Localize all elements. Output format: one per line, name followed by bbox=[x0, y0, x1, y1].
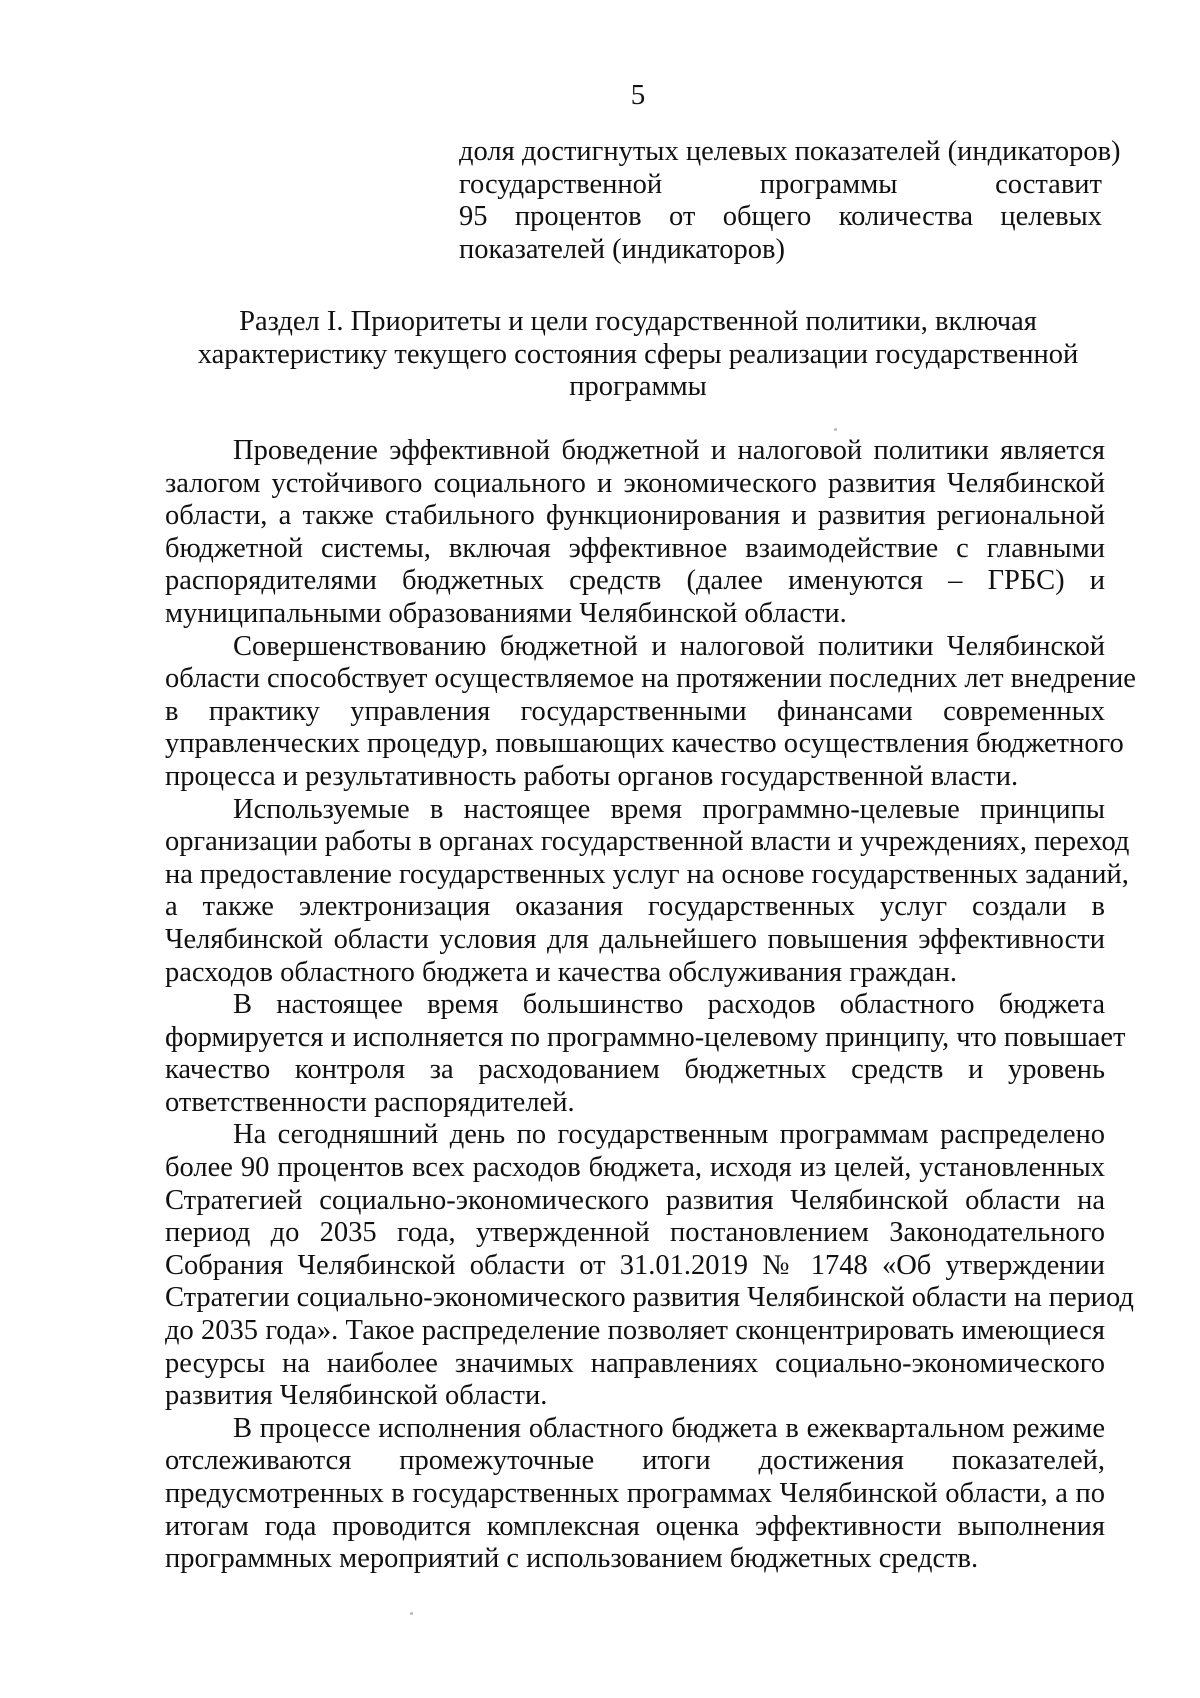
paragraph-quarterly-monitoring bbox=[165, 1413, 1105, 1576]
section-heading-line: программы bbox=[569, 371, 707, 403]
paragraph-line: расходов областного бюджета и качества обслуживания граждан. bbox=[165, 956, 958, 988]
paragraph-line: процесса и результативность работы органов государственной власти. bbox=[165, 760, 1019, 792]
section-heading-line: характеристику текущего состояния сферы реализации государственной bbox=[197, 338, 1079, 370]
target-indicator-line: доля достигнутых целевых показателей (индикаторов) bbox=[459, 136, 1121, 167]
section-heading bbox=[150, 306, 1126, 404]
target-indicator-text bbox=[459, 136, 1121, 266]
paragraph-budget-policy bbox=[165, 435, 1105, 631]
paragraph-line: области способствует осуществляемое на протяжении последних лет внедрение bbox=[165, 663, 1136, 695]
word: от bbox=[668, 201, 696, 233]
paragraph-line: итогам года проводится комплексная оценка эффективности выполнения bbox=[165, 1510, 1105, 1542]
paragraph-line: Проведение эффективной бюджетной и налоговой политики является bbox=[233, 435, 1105, 466]
word: процентов bbox=[514, 201, 642, 233]
paragraph-line: более 90 процентов всех расходов бюджета, исходя из целей, установленных bbox=[165, 1152, 1105, 1184]
word: количества bbox=[838, 201, 973, 233]
word: составит bbox=[995, 168, 1102, 200]
word: целевых bbox=[1000, 201, 1102, 233]
paragraph-line: Стратегией социально-экономического развития Челябинской области на bbox=[165, 1184, 1105, 1216]
body-text bbox=[165, 435, 1136, 1576]
word: программы bbox=[759, 168, 898, 200]
paragraph-line: предусмотренных в государственных программах Челябинской области, а по bbox=[165, 1478, 1105, 1509]
paragraph-line: качество контроля за расходованием бюджетных средств и уровень bbox=[165, 1054, 1105, 1086]
paragraph-program-principles bbox=[165, 793, 1130, 990]
paragraph-line: Собрания Челябинской области от 31.01.2019 № 1748 «Об утверждении bbox=[165, 1249, 1105, 1281]
paragraph-line: Челябинской области условия для дальнейшего повышения эффективности bbox=[165, 923, 1105, 955]
target-indicator-line bbox=[459, 169, 1102, 202]
paragraph-line: период до 2035 года, утвержденной постановлением Законодательного bbox=[165, 1217, 1105, 1249]
paragraph-line: Используемые в настоящее время программно-целевые принципы bbox=[233, 793, 1105, 825]
paragraph-line: На сегодняшний день по государственным программам распределено bbox=[233, 1119, 1105, 1151]
paragraph-line: залогом устойчивого социального и экономического развития Челябинской bbox=[165, 467, 1105, 499]
paragraph-line: отслеживаются промежуточные итоги достижения показателей, bbox=[165, 1445, 1105, 1477]
paragraph-line: в практику управления государственными финансами современных bbox=[165, 695, 1105, 727]
target-indicator-line bbox=[459, 201, 1102, 234]
word: общего bbox=[722, 201, 812, 233]
paragraph-line: распорядителями бюджетных средств (далее именуются – ГРБС) и bbox=[165, 565, 1105, 597]
paragraph-line: области, а также стабильного функционирования и развития региональной bbox=[165, 500, 1105, 532]
target-indicator-line: показателей (индикаторов) bbox=[459, 233, 785, 265]
paragraph-line: организации работы в органах государственной власти и учреждениях, переход bbox=[165, 826, 1130, 858]
page-number: 5 bbox=[630, 79, 646, 111]
paragraph-line: В настоящее время большинство расходов областного бюджета bbox=[233, 989, 1105, 1021]
paragraph-expenditure-control bbox=[165, 989, 1126, 1119]
paragraph-line: ресурсы на наиболее значимых направлениях социально-экономического bbox=[165, 1347, 1105, 1379]
paragraph-strategy bbox=[165, 1119, 1134, 1412]
paragraph-line: В процессе исполнения областного бюджета в ежеквартальном режиме bbox=[233, 1412, 1105, 1444]
paragraph-line: развития Челябинской области. bbox=[165, 1380, 548, 1412]
paragraph-line: программных мероприятий с использованием бюджетных средств. bbox=[165, 1543, 979, 1575]
paragraph-line: до 2035 года». Такое распределение позволяет сконцентрировать имеющиеся bbox=[165, 1315, 1105, 1347]
paragraph-improvement bbox=[165, 630, 1136, 794]
word: 95 bbox=[459, 201, 488, 233]
paragraph-line: ответственности распорядителей. bbox=[165, 1086, 575, 1118]
paragraph-line: управленческих процедур, повышающих качество осуществления бюджетного bbox=[165, 728, 1124, 760]
paragraph-line: бюджетной системы, включая эффективное взаимодействие с главными bbox=[165, 532, 1105, 564]
scan-speck bbox=[834, 428, 837, 431]
paragraph-line: Совершенствованию бюджетной и налоговой политики Челябинской bbox=[233, 630, 1105, 662]
paragraph-line: формируется и исполняется по программно-целевому принципу, что повышает bbox=[165, 1021, 1126, 1053]
paragraph-line: а также электронизация оказания государственных услуг создали в bbox=[165, 891, 1105, 923]
section-heading-line: Раздел I. Приоритеты и цели государственной политики, включая bbox=[239, 306, 1037, 337]
paragraph-line: муниципальными образованиями Челябинской области. bbox=[165, 597, 847, 629]
paragraph-line: на предоставление государственных услуг на основе государственных заданий, bbox=[165, 858, 1129, 890]
word: государственной bbox=[459, 168, 663, 200]
paragraph-line: Стратегии социально-экономического развития Челябинской области на период bbox=[165, 1282, 1134, 1314]
scan-speck bbox=[410, 1612, 413, 1615]
